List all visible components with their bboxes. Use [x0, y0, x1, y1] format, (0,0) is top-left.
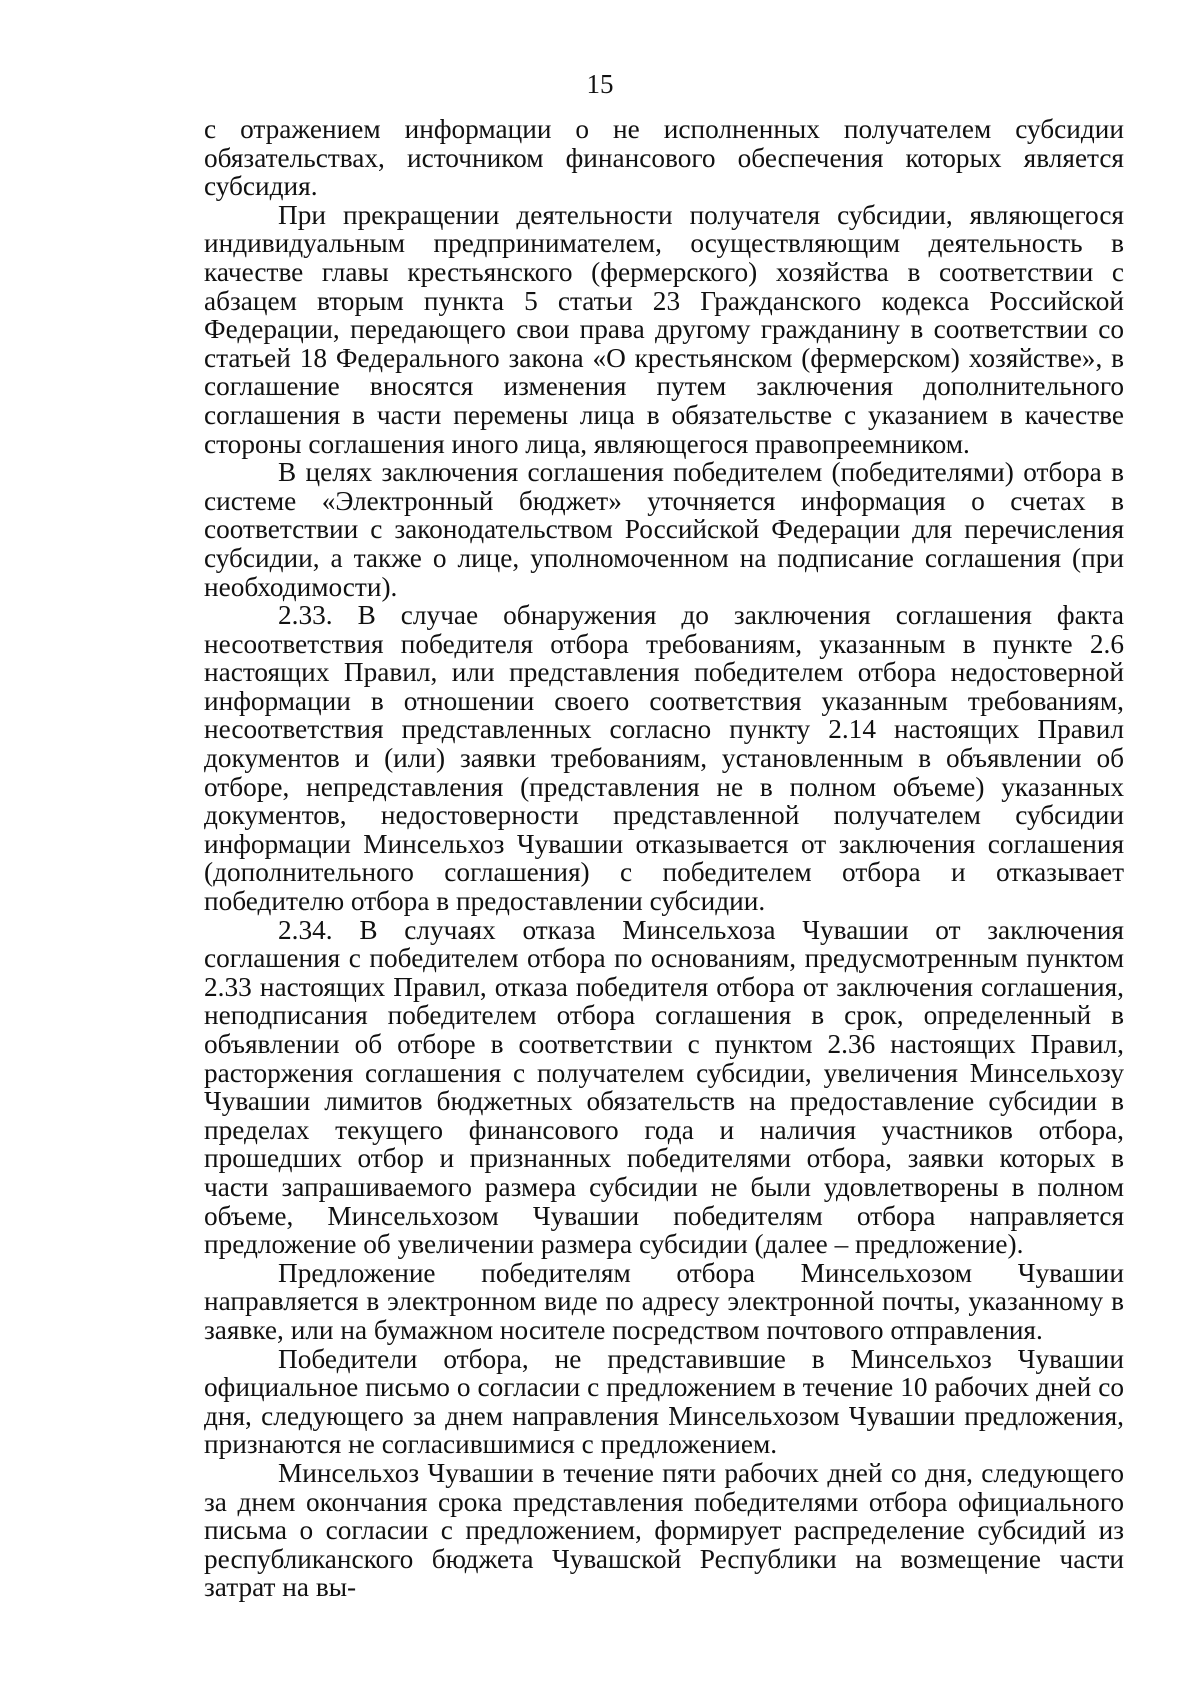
paragraph-electronic-budget: В целях заключения соглашения победителем (победителями) отбора в системе «Электронный бюджет» уточняется информация о счетах в соответствии с законодательством Российской Федерации для перечисления субсидии, а также о лице, уполномоченном на подписание соглашения (при необходимости).	[204, 457, 1124, 602]
paragraph-continuation: с отражением информации о не исполненных получателем субсидии обязательствах, источником финансового обеспечения которых является субсидия.	[204, 114, 1124, 202]
paragraph-non-consent: Победители отбора, не представившие в Минсельхоз Чувашии официальное письмо о согласии с предложением в течение 10 рабочих дней со дня, следующего за днем направления Минсельхозом Чувашии предложения, признаются не согласившимися с предложением.	[204, 1343, 1124, 1460]
paragraph-proposal-delivery: Предложение победителям отбора Минсельхозом Чувашии направляется в электронном виде по адресу электронной почты, указанному в заявке, или на бумажном носителе посредством почтового отправления.	[204, 1257, 1124, 1345]
page-number: 15	[586, 69, 614, 99]
paragraph-termination-of-activity: При прекращении деятельности получателя субсидии, являющегося индивидуальным предпринимателем, осуществляющим деятельность в качестве главы крестьянского (фермерского) хозяйства в соответствии с абзацем вторым пункта 5 статьи 23 Гражданского кодекса Российской Федерации, передающего свои права другому гражданину в соответствии со статьей 18 Федерального закона «О крестьянском (фермерском) хозяйстве», в соглашение вносятся изменения путем заключения дополнительного соглашения в части перемены лица в обязательстве с указанием в качестве стороны соглашения иного лица, являющегося правопреемником.	[204, 199, 1124, 459]
paragraph-distribution: Минсельхоз Чувашии в течение пяти рабочих дней со дня, следующего за днем окончания срока представления победителями отбора официального письма о согласии с предложением, формирует распределение субсидий из республиканского бюджета Чувашской Республики на возмещение части затрат на вы-	[204, 1457, 1124, 1603]
document-body	[204, 115, 1124, 1602]
paragraph-clause-2-34: 2.34. В случаях отказа Минсельхоза Чувашии от заключения соглашения с победителем отбора по основаниям, предусмотренным пунктом 2.33 настоящих Правил, отказа победителя отбора от заключения соглашения, неподписания победителем отбора соглашения в срок, определенный в объявлении об отборе в соответствии с пунктом 2.36 настоящих Правил, расторжения соглашения с получателем субсидии, увеличения Минсельхозу Чувашии лимитов бюджетных обязательств на предоставление субсидии в пределах текущего финансового года и наличия участников отбора, прошедших отбор и признанных победителями отбора, заявки которых в части запрашиваемого размера субсидии не были удовлетворены в полном объеме, Минсельхозом Чувашии победителям отбора направляется предложение об увеличении размера субсидии (далее – предложение).	[204, 914, 1124, 1260]
paragraph-clause-2-33: 2.33. В случае обнаружения до заключения соглашения факта несоответствия победителя отбора требованиям, указанным в пункте 2.6 настоящих Правил, или представления победителем отбора недостоверной информации в отношении своего соответствия указанным требованиям, несоответствия представленных согласно пункту 2.14 настоящих Правил документов и (или) заявки требованиям, установленным в объявлении об отборе, непредставления (представления не в полном объеме) указанных документов, недостоверности представленной получателем субсидии информации Минсельхоз Чувашии отказывается от заключения соглашения (дополнительного соглашения) с победителем отбора и отказывает победителю отбора в предоставлении субсидии.	[204, 600, 1124, 917]
